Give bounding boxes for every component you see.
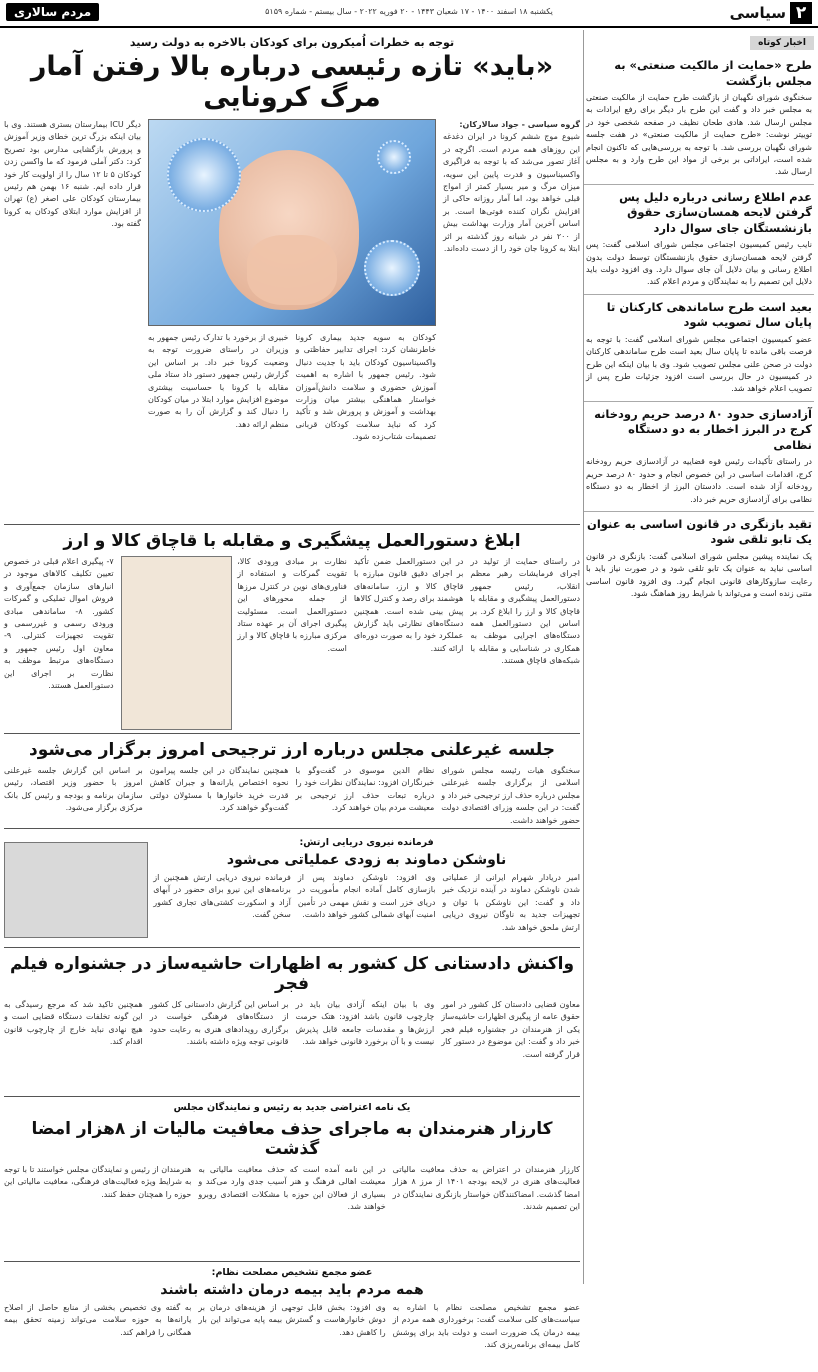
page-number: ۲ <box>790 2 812 24</box>
article-text: عضو مجمع تشخیص مصلحت نظام با اشاره به سیاست‌های کلی سلامت گفت: برخورداری همه مردم از بیمه درمان یک ضرورت است و دولت باید برای پوشش کامل بیمه‌ای برنامه‌ریزی کند. <box>392 1303 580 1350</box>
justice-article <box>4 999 580 1091</box>
divider <box>584 511 814 512</box>
navy-block <box>4 834 580 942</box>
tax-article <box>4 1164 580 1256</box>
navy-kicker: فرمانده نیروی دریایی ارتش: <box>299 837 434 848</box>
divider <box>584 184 814 185</box>
article-text: به گفته وی تخصیص بخشی از منابع حاصل از اصلاح یارانه‌ها به حوزه سلامت می‌تواند زمینه تحقق بیمه همگانی را فراهم کند. <box>4 1303 192 1337</box>
short-news-tag: اخبار کوتاه <box>750 36 814 50</box>
news-item-title: عدم اطلاع رسانی درباره دلیل پس گرفتن لایحه همسان‌سازی حقوق بازنشستگان جای سوال دارد <box>619 189 812 235</box>
majlis-article <box>4 765 580 823</box>
navy-cols <box>153 872 580 934</box>
navy-photo-col <box>4 834 146 942</box>
warehouse-photo <box>121 556 233 730</box>
article-text: هنرمندان از رئیس و نمایندگان مجلس خواستند تا با توجه به شرایط ویژه فعالیت‌های فرهنگی، معافیت مالیاتی این حوزه را همچنان حفظ کنند. <box>4 1165 192 1199</box>
article-text: وی افزود: بخش قابل توجهی از هزینه‌های درمان بر دوش خانوارهاست و گسترش بیمه پایه می‌تواند این بار را کاهش دهد. <box>198 1303 386 1337</box>
lead-text: دیگر ICU بیمارستان بستری هستند. وی با بیان اینکه بزرگ ترین خطای وزیر آموزش و پرورش بازگشایی مدارس بود تصریح کرد: دکتر آملی فرمود که ما واکسن زدن کودکان ۵ تا ۱۲ سال را از اولویت کار خود قرار داده ایم. شنبه ۱۶ بهمن هم رئیس بیمارستان کودکان علی اصغر (ع) تهران از افزایش موارد ابتلای کودکان به کرونا گفته بود. <box>4 120 142 229</box>
justice-headline: واکنش دادستانی کل کشور به اظهارات حاشیه‌ساز در جشنواره فیلم فجر <box>9 954 575 994</box>
tax-headline: کارزار هنرمندان به ماجرای حذف معافیت مالیات از ۸هزار امضا گذشت <box>31 1119 553 1159</box>
news-item-title: آزادسازی حدود ۸۰ درصد حریم رودخانه کرج در البرز اخطار به دو دستگاه نظامی <box>594 406 812 452</box>
news-item-body: سخنگوی شورای نگهبان از بازگشت طرح حمایت از مالکیت صنعتی به مجلس خبر داد و گفت این طرح بار دیگر برای رفع ایرادات به مجلس ارسال شد. هادی طحان نظیف در صفحه شخصی خود در توییتر نوشت: «طرح حمایت از مالکیت صنعتی» در هفت جلسه شورای نگهبان بررسی شد. با توجه به بررسی‌هایی که تاکنون انجام شده است، ایراداتی بر برخی از مواد این طرح وارد و به مجلس ارسال شد. <box>586 93 812 177</box>
news-item-title: طرح «حمایت از مالکیت صنعتی» به مجلس بازگشت <box>614 58 812 88</box>
section-divider <box>4 524 580 525</box>
section-divider <box>4 733 580 734</box>
lead-col-1 <box>443 119 580 519</box>
navy-commander-photo <box>4 842 148 938</box>
news-item-title: تقید بازنگری در قانون اساسی به عنوان یک تابو تلقی شود <box>587 516 812 547</box>
child-hands <box>247 235 337 305</box>
section-divider <box>4 828 580 829</box>
article-text: سخنگوی هیات رئیسه مجلس شورای اسلامی از برگزاری جلسه غیرعلنی مجلس درباره حذف ارز ترجیحی خبر داد و گفت: در این جلسه وزرای اقتصادی دولت حضور خواهند داشت. <box>441 766 580 825</box>
article-text: همچنین نمایندگان در این جلسه پیرامون نحوه اختصاص یارانه‌ها و جبران کاهش قدرت خرید خانوارها با مسئولان دولتی گفت‌وگو خواهند کرد. <box>149 766 289 813</box>
lead-article <box>4 119 580 519</box>
article-text: وی با بیان اینکه آزادی بیان باید در چارچوب قانون باشد افزود: هتک حرمت ارزش‌ها و مقدسات جامعه قابل پذیرش نیست و با آن برخورد قانونی خواهد شد. <box>295 1000 435 1047</box>
article-text: در این نامه آمده است که حذف معافیت مالیاتی به معیشت اهالی فرهنگ و هنر آسیب جدی وارد می‌کند و بسیاری از فعالان این حوزه با مشکلات اقتصادی روبرو خواهند شد. <box>198 1165 386 1212</box>
article-text: امیر دریادار شهرام ایرانی از عملیاتی شدن ناوشکن دماوند در آینده نزدیک خبر داد و گفت: این ناوشکن با توان و تجهیزات جدید به ناوگان نیروی دریایی ارتش ملحق خواهد شد. <box>442 873 580 932</box>
lead-kicker: توجه به خطرات اُمیکرون برای کودکان بالاخره به دولت رسید <box>129 36 455 49</box>
article-text: همچنین تاکید شد که مرجع رسیدگی به این گونه تخلفات دستگاه قضایی است و هیچ نهادی نباید خارج از چارچوب قانون اقدام کند. <box>4 1000 143 1047</box>
divider <box>584 401 814 402</box>
article-text: نظام الدین موسوی در گفت‌وگو با خبرنگاران افزود: نمایندگان نظرات خود را درباره تبعات حذف ارز ترجیحی بر معیشت مردم بیان خواهند کرد. <box>295 766 435 813</box>
section-divider <box>4 1261 580 1262</box>
article-text: نظارت بر مبادی ورودی کالا، تقویت گمرکات و استفاده از فناوری‌های نوین در کنترل مرزها از جمله محورهای این دستورالعمل است. مسئولیت پیگیری اجرای آن بر عهده ستاد مرکزی مبارزه با قاچاق کالا و ارز است. <box>237 557 347 653</box>
article-text: معاون قضایی دادستان کل کشور در امور حقوق عامه از پیگیری اظهارات حاشیه‌ساز یکی از هنرمندان در جشنواره فیلم فجر خبر داد و گفت: این موضوع در دستور کار قرار گرفته است. <box>441 1000 580 1059</box>
lead-text: شیوع موج ششم کرونا در ایران دغدغه این روزهای همه مردم است. اگرچه در آغاز تصور می‌شد که با توجه به فراگیری واکسیناسیون و قدرت پایین این سویه، میزان مرگ و میر بسیار کمتر از امواج قبلی خواهد بود، اما آمار روزانه حاکی از افزایش نگران کننده فوتی‌ها است. بر اساس آخرین آمار وزارت بهداشت بیش از ۲۰۰ نفر در شبانه روز گذشته بر اثر ابتلا به کرونا جان خود را از دست داده‌اند. <box>443 132 580 253</box>
article-text: بر اساس این گزارش دادستانی کل کشور از دستگاه‌های فرهنگی خواست در برگزاری رویدادهای هنری به رعایت حدود قانونی توجه ویژه داشته باشند. <box>149 1000 289 1047</box>
lead-byline: گروه سیاسی - جواد سالارکان: <box>459 120 580 129</box>
majlis-headline: جلسه غیرعلنی مجلس درباره ارز ترجیحی امروز برگزار می‌شود <box>29 740 555 760</box>
news-item-body: در راستای تأکیدات رئیس قوه قضاییه در آزادسازی حریم رودخانه کرج، اقدامات اساسی در این خصوص انجام و حدود ۸۰ درصد حریم رودخانه آزاد شده است. دادستان البرز از اخطار به دو دستگاه نظامی برای آزادسازی حریم خبر داد. <box>586 457 812 504</box>
dateline: یکشنبه ۱۸ اسفند ۱۴۰۰ - ۱۷ شعبان ۱۴۴۳ - ۲۰ فوریه ۲۰۲۲ - سال بیستم - شماره ۵۱۵۹ <box>265 7 553 16</box>
article-text: ۷- پیگیری اعلام قبلی در خصوص تعیین تکلیف کالاهای موجود در انبارهای سازمان جمع‌آوری و فروش اموال تملیکی و گمرکات کشور. ۸- ساماندهی مبادی ورودی رسمی و غیررسمی و تقویت تجهیزات کنترلی. ۹- معاون اول رئیس جمهور و دستگاه‌های مرتبط موظف به نظارت بر اجرای این دستورالعمل هستند. <box>4 557 114 690</box>
lead-text: کودکان به سویه جدید بیماری کرونا خاطرنشان کرد: اجرای تدابیر حفاظتی و واکسیناسیون کودکان باید با جدیت دنبال شود. رئیس جمهور با اشاره به اهمیت آموزش حضوری و سلامت دانش‌آموزان خواستار هماهنگی بیشتر میان وزارت بهداشت و آموزش و پرورش شد و تأکید کرد که نباید سلامت کودکان قربانی تصمیمات شتاب‌زده شود. <box>295 333 436 442</box>
virus-icon <box>167 138 241 212</box>
page-number-box <box>730 2 812 24</box>
virus-icon <box>377 140 411 174</box>
navy-headline: ناوشکن دماوند به زودی عملیاتی می‌شود <box>226 852 507 868</box>
smuggling-photo-col <box>121 556 231 728</box>
article-text: در این دستورالعمل ضمن تأکید بر اجرای دقیق قانون مبارزه با قاچاق کالا و ارز، سامانه‌های هوشمند برای رصد و کنترل کالاها پیش بینی شده است. همچنین دستگاه‌های نظارتی باید گزارش عملکرد خود را به صورت دوره‌ای ارائه کنند. <box>353 557 464 653</box>
lead-photo-block <box>148 119 436 519</box>
article-text: فرمانده نیروی دریایی ارتش همچنین از برنامه‌های این نیرو برای حضور در آبهای آزاد و اسکورت کشتی‌های تجاری کشور سخن گفت. <box>153 873 291 920</box>
news-item-body: عضو کمیسیون اجتماعی مجلس شورای اسلامی گفت: با توجه به فرصت باقی مانده تا پایان سال بعید است طرح ساماندهی کارکنان دولت در صحن علنی مجلس تصویب شود. وی با بیان اینکه این طرح در کمیسیون در حال بررسی است افزود جزئیات طرح پس از تصویب اعلام خواهد شد. <box>586 334 812 394</box>
article-text: بر اساس این گزارش جلسه غیرعلنی امروز با حضور وزیر اقتصاد، رئیس سازمان برنامه و بودجه و رئیس کل بانک مرکزی برگزار می‌شود. <box>4 766 143 813</box>
lead-text: خبیری از برخورد با تدارک رئیس جمهور به وزیران در راستای ضرورت توجه به وضعیت کرونا خبر داد. بر اساس این گزارش رئیس جمهور دستور داد ستاد ملی مقابله با کرونا با حساسیت بیشتری موضوع افزایش موارد ابتلا در میان کودکان را دنبال کند و گزارش آن را به صورت منظم ارائه دهد. <box>148 333 289 429</box>
insurance-kicker: عضو مجمع تشخیص مصلحت نظام: <box>211 1267 373 1278</box>
tax-kicker: یک نامه اعتراضی جدید به رئیس و نمایندگان مجلس <box>173 1102 411 1113</box>
masthead <box>0 0 818 28</box>
virus-icon <box>364 240 420 296</box>
main-content <box>4 30 581 1350</box>
smuggling-headline: ابلاغ دستورالعمل پیشگیری و مقابله با قاچاق کالا و ارز <box>63 531 521 551</box>
newspaper-logo: مردم سالاری <box>6 3 99 21</box>
smuggling-article <box>4 556 580 728</box>
news-item-title: بعید است طرح ساماندهی کارکنان تا پایان سال تصویب شود <box>606 299 812 330</box>
lead-lower-cols <box>148 332 436 444</box>
lead-headline: «باید» تازه رئیسی درباره بالا رفتن آمار مرگ کرونایی <box>30 51 554 113</box>
section-divider <box>4 947 580 948</box>
insurance-article <box>4 1302 580 1372</box>
section-title: سیاسی <box>729 4 786 22</box>
article-text: در راستای حمایت از تولید در اجرای فرمایشات رهبر معظم انقلاب، رئیس جمهور دستورالعمل پیشگیری و مقابله با قاچاق کالا و ارز را ابلاغ کرد. بر اساس این دستورالعمل همه دستگاه‌های اجرایی موظف به همکاری در شناسایی و مقابله با شبکه‌های قاچاق هستند. <box>470 557 580 666</box>
divider <box>584 294 814 295</box>
news-item-body: نایب رئیس کمیسیون اجتماعی مجلس شورای اسلامی گفت: پس گرفتن لایحه همسان‌سازی حقوق بازنشستگان توسط دولت بدون اطلاع رسانی و بیان دلایل آن جای سوال دارد. وی افزود دولت باید دلایل این تصمیم را به نمایندگان و مردم اعلام کند. <box>586 240 812 287</box>
short-news-column <box>584 30 814 1284</box>
article-text: کارزار هنرمندان در اعتراض به حذف معافیت مالیاتی فعالیت‌های هنری در لایحه بودجه ۱۴۰۱ از مرز ۸ هزار امضا گذشت. امضاکنندگان خواستار بازنگری نمایندگان در این تصمیم شدند. <box>392 1165 581 1212</box>
news-item-body: یک نماینده پیشین مجلس شورای اسلامی گفت: بازنگری در قانون اساسی نباید به عنوان یک تابو تلقی شود و در صورت نیاز باید با رعایت سازوکارهای قانونی انجام گیرد. وی افزود قانون اساسی متنی زنده است و می‌تواند با شرایط روز هماهنگ شود. <box>586 552 812 599</box>
article-text: وی افزود: ناوشکن دماوند پس از بازسازی کامل آماده انجام مأموریت در دریای خزر است و نقش مهمی در تأمین امنیت آبهای شمالی کشور خواهد داشت. <box>297 873 436 920</box>
insurance-headline: همه مردم باید بیمه درمان داشته باشند <box>160 1282 424 1298</box>
section-divider <box>4 1096 580 1097</box>
child-virus-photo <box>148 119 436 326</box>
navy-article <box>153 834 580 942</box>
